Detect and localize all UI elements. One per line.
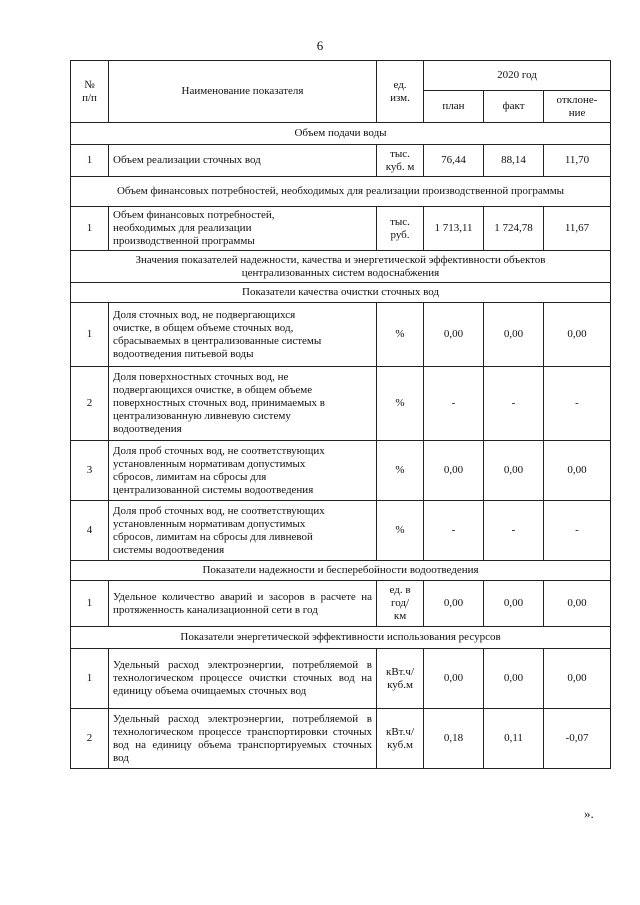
header-unit: ед. изм. (377, 61, 424, 123)
row-unit: % (377, 367, 424, 441)
row-plan: 1 713,11 (424, 207, 484, 251)
row-num: 2 (71, 367, 109, 441)
table-row (71, 441, 611, 501)
section-treatment-quality: Показатели качества очистки сточных вод (71, 283, 611, 303)
section-row (71, 123, 611, 145)
section-row (71, 561, 611, 581)
row-unit: тыс. руб. (377, 207, 424, 251)
section-water-supply: Объем подачи воды (71, 123, 611, 145)
section-financial-needs: Объем финансовых потребностей, необходимых для реализации производственной программы (71, 177, 611, 207)
section-row (71, 627, 611, 649)
row-deviation: 11,70 (544, 145, 611, 177)
page-number: 6 (316, 38, 324, 53)
header-name: Наименование показателя (109, 61, 377, 123)
row-unit: % (377, 303, 424, 367)
row-deviation: -0,07 (544, 709, 611, 769)
table-header-row (71, 61, 611, 91)
section-row (71, 177, 611, 207)
row-num: 1 (71, 207, 109, 251)
row-plan: 0,00 (424, 441, 484, 501)
row-num: 4 (71, 501, 109, 561)
row-deviation: 0,00 (544, 303, 611, 367)
row-fact: 0,00 (484, 441, 544, 501)
table-row (71, 501, 611, 561)
section-drainage-reliability: Показатели надежности и бесперебойности водоотведения (71, 561, 611, 581)
row-name: Объем финансовых потребностей, необходимых для реализации производственной программы (109, 207, 377, 251)
row-num: 1 (71, 649, 109, 709)
row-unit: кВт.ч/ куб.м (377, 649, 424, 709)
row-fact: - (484, 501, 544, 561)
row-num: 1 (71, 303, 109, 367)
row-fact: 0,00 (484, 649, 544, 709)
row-name: Объем реализации сточных вод (109, 145, 377, 177)
header-year: 2020 год (424, 61, 611, 91)
table-row (71, 581, 611, 627)
row-fact: 0,00 (484, 303, 544, 367)
table-row (71, 145, 611, 177)
row-fact: 1 724,78 (484, 207, 544, 251)
row-num: 1 (71, 581, 109, 627)
indicators-table (70, 60, 611, 769)
section-row (71, 251, 611, 283)
section-reliability-values: Значения показателей надежности, качества и энергетической эффективности объектов централизованных систем водоснабжения (71, 251, 611, 283)
row-deviation: 0,00 (544, 581, 611, 627)
header-plan: план (424, 91, 484, 123)
row-plan: 0,00 (424, 303, 484, 367)
row-name: Удельный расход электроэнергии, потребляемой в технологическом процессе очистки сточных вод на единицу объема очищаемых сточных вод (109, 649, 377, 709)
row-deviation: - (544, 501, 611, 561)
row-unit: ед. в год/ км (377, 581, 424, 627)
row-name: Удельное количество аварий и засоров в расчете на протяженность канализационной сети в год (109, 581, 377, 627)
row-name: Доля сточных вод, не подвергающихся очистке, в общем объеме сточных вод, сбрасываемых в централизованные системы водоотведения питьевой воды (109, 303, 377, 367)
table-row (71, 367, 611, 441)
table-row (71, 207, 611, 251)
row-num: 2 (71, 709, 109, 769)
row-name: Доля поверхностных сточных вод, не подвергающихся очистке, в общем объеме поверхностных сточных вод, принимаемых в централизованную ливневую систему водоотведения (109, 367, 377, 441)
row-plan: 0,00 (424, 581, 484, 627)
header-deviation: отклоне- ние (544, 91, 611, 123)
row-fact: - (484, 367, 544, 441)
row-unit: % (377, 501, 424, 561)
table-row (71, 649, 611, 709)
row-name: Доля проб сточных вод, не соответствующих установленным нормативам допустимых сбросов, лимитам на сбросы для ливневой системы водоотведения (109, 501, 377, 561)
row-deviation: 0,00 (544, 441, 611, 501)
row-plan: - (424, 367, 484, 441)
closing-quote-mark: ». (584, 806, 594, 821)
row-plan: 0,18 (424, 709, 484, 769)
row-unit: кВт.ч/ куб.м (377, 709, 424, 769)
row-name: Удельный расход электроэнергии, потребляемой в технологическом процессе транспортировки сточных вод на единицу объема транспортируемых сточных вод (109, 709, 377, 769)
header-num: № п/п (71, 61, 109, 123)
row-unit: тыс. куб. м (377, 145, 424, 177)
row-plan: - (424, 501, 484, 561)
row-fact: 88,14 (484, 145, 544, 177)
row-fact: 0,11 (484, 709, 544, 769)
header-fact: факт (484, 91, 544, 123)
row-plan: 76,44 (424, 145, 484, 177)
row-num: 3 (71, 441, 109, 501)
section-row (71, 283, 611, 303)
row-name: Доля проб сточных вод, не соответствующих установленным нормативам допустимых сбросов, лимитам на сбросы для централизованной системы водоотведения (109, 441, 377, 501)
row-deviation: 11,67 (544, 207, 611, 251)
section-energy-efficiency: Показатели энергетической эффективности использования ресурсов (71, 627, 611, 649)
table-row (71, 303, 611, 367)
row-deviation: 0,00 (544, 649, 611, 709)
row-unit: % (377, 441, 424, 501)
table-row (71, 709, 611, 769)
row-fact: 0,00 (484, 581, 544, 627)
row-deviation: - (544, 367, 611, 441)
row-plan: 0,00 (424, 649, 484, 709)
row-num: 1 (71, 145, 109, 177)
